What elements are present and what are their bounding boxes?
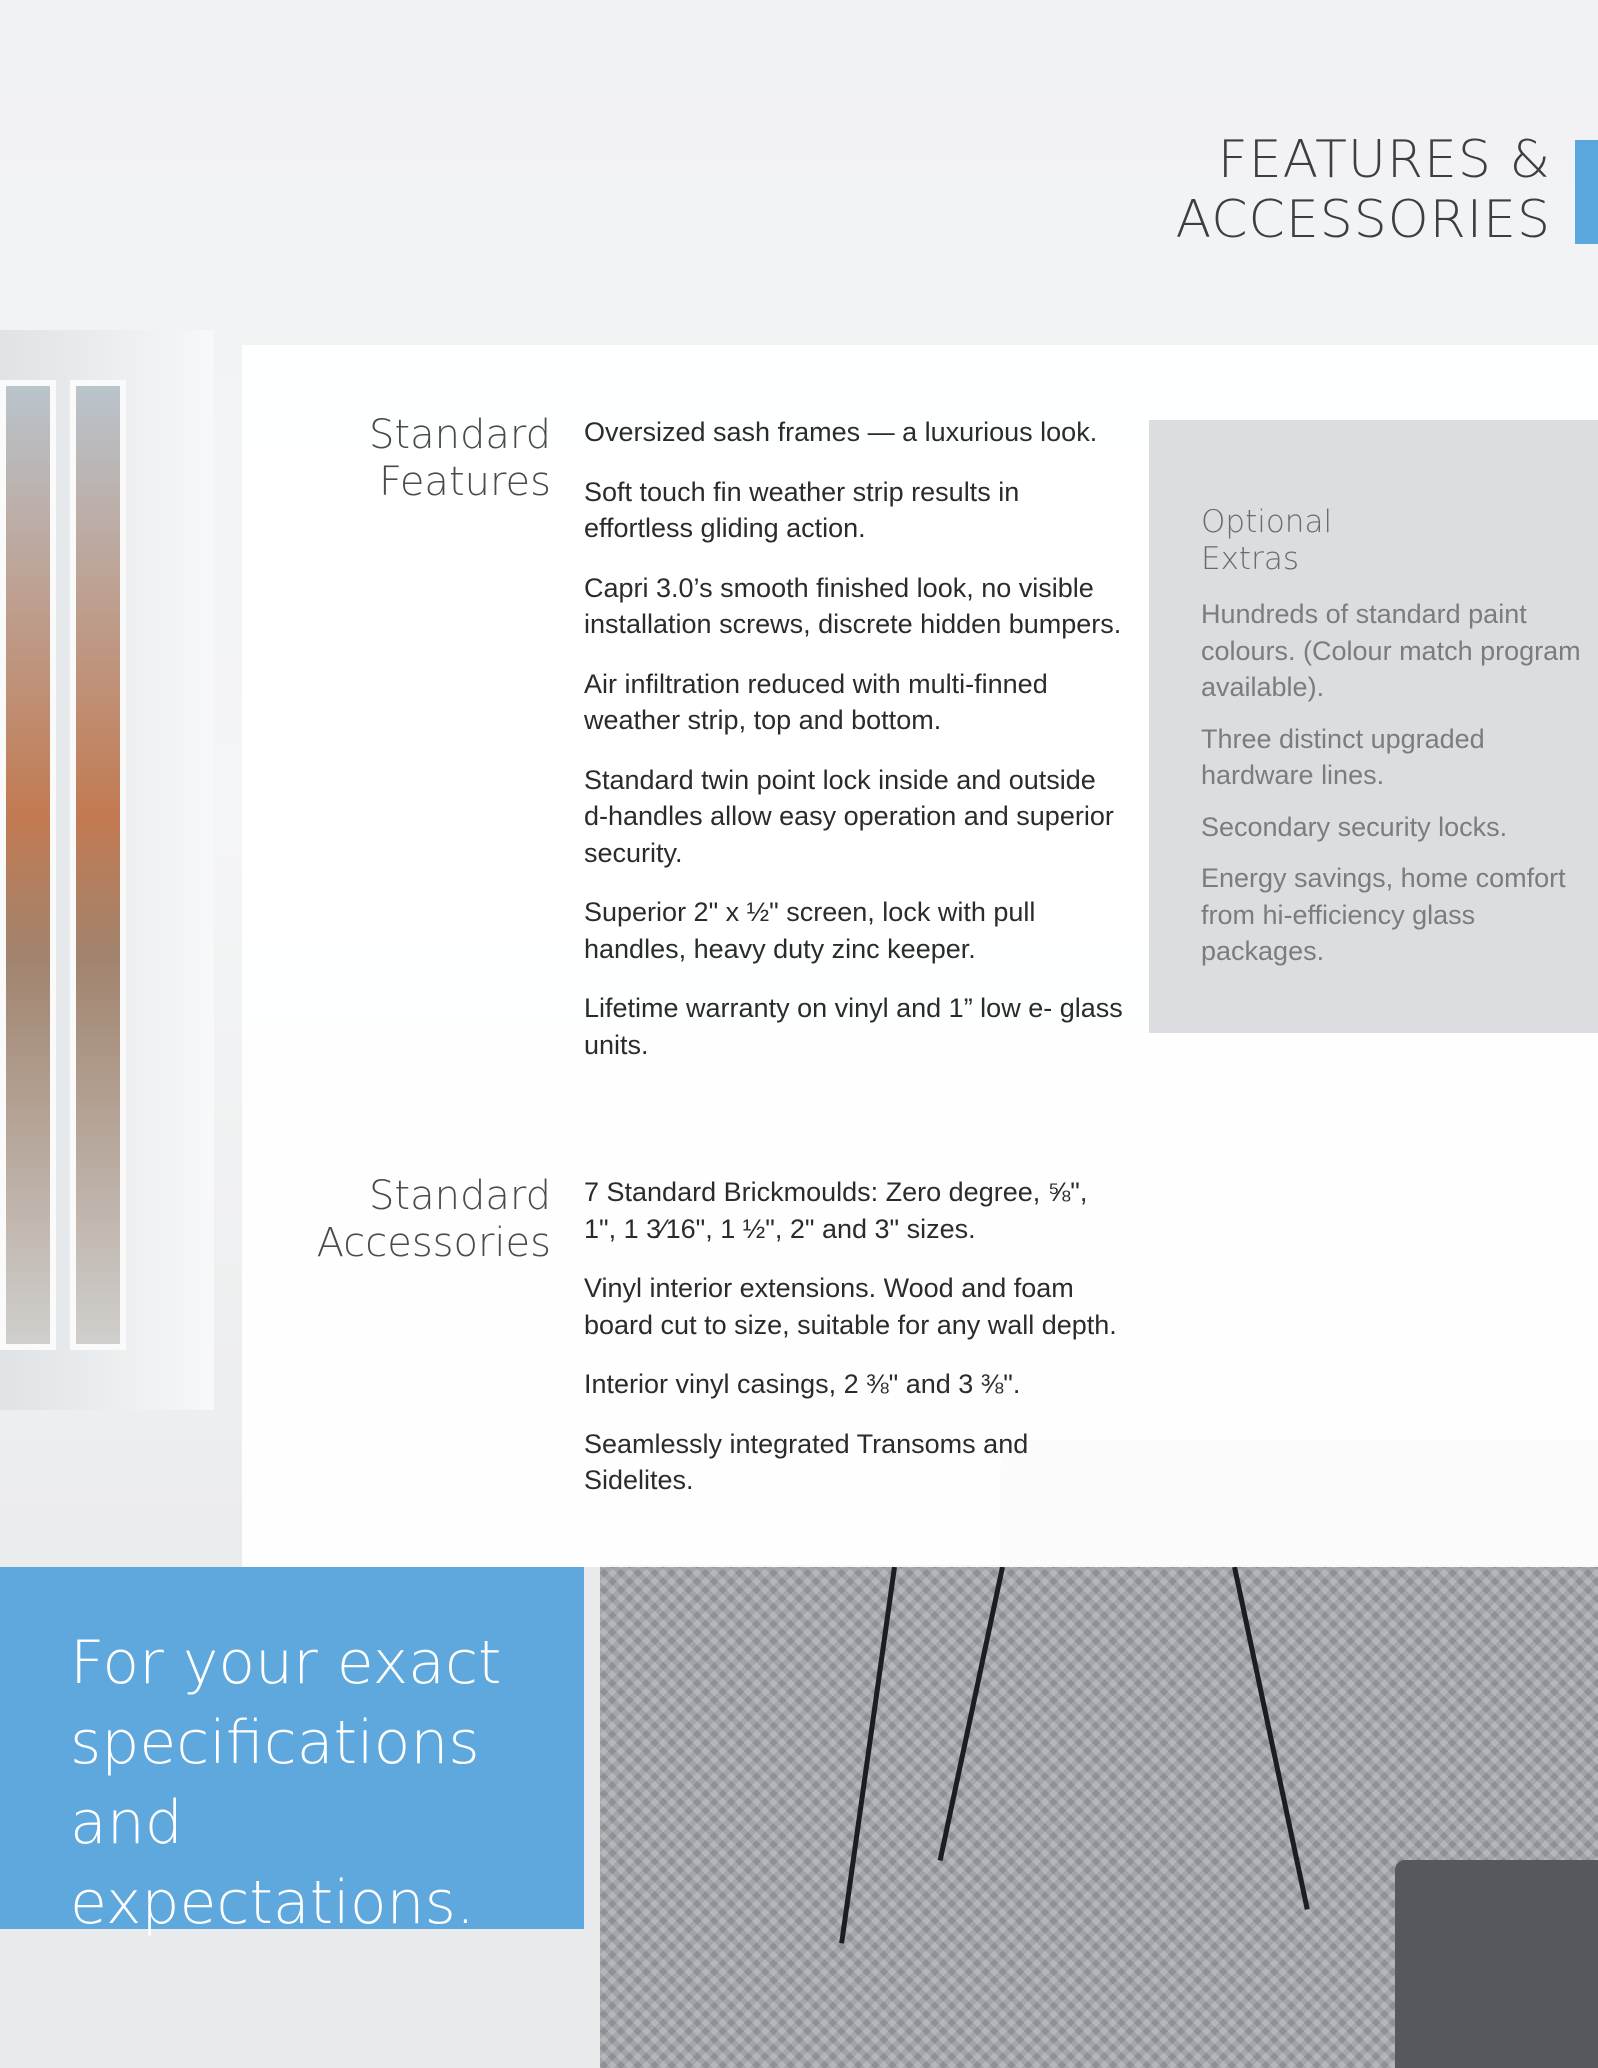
side-table: [1395, 1860, 1598, 2068]
heading-line: Optional: [1201, 504, 1333, 540]
optional-extras-heading: [1201, 504, 1332, 578]
accent-bar: [1575, 140, 1598, 244]
feature-item: Soft touch fin weather strip results in effortless gliding action.: [584, 476, 1020, 543]
extra-item: Energy savings, home comfort from hi-efficiency glass packages.: [1201, 863, 1566, 966]
heading-line: Standard: [369, 1173, 551, 1219]
feature-item: Air infiltration reduced with multi-finned weather strip, top and bottom.: [584, 668, 1048, 735]
standard-features-list: [584, 414, 1124, 1086]
tagline: [70, 1623, 570, 1943]
heading-line: Accessories: [316, 1220, 551, 1266]
heading-line: Standard: [369, 412, 551, 458]
standard-accessories-list: [584, 1174, 1124, 1522]
accessory-item: Vinyl interior extensions. Wood and foam board cut to size, suitable for any wall depth.: [584, 1273, 1117, 1340]
heading-line: Extras: [1201, 541, 1299, 577]
standard-accessories-heading: [317, 1173, 551, 1267]
tagline-box: [0, 1567, 584, 1938]
feature-item: Standard twin point lock inside and outside d-handles allow easy operation and superior security.: [584, 764, 1114, 868]
feature-item: Superior 2" x ½" screen, lock with pull handles, heavy duty zinc keeper.: [584, 897, 1036, 964]
window-pane: [70, 380, 126, 1350]
accessory-item: Interior vinyl casings, 2 ⅜" and 3 ⅜".: [584, 1369, 1021, 1399]
extra-item: Secondary security locks.: [1201, 811, 1508, 842]
tagline-line: specifications: [70, 1708, 480, 1778]
extra-item: Hundreds of standard paint colours. (Colour match program available).: [1201, 599, 1581, 702]
window-pane: [0, 380, 56, 1350]
page-title-line: ACCESSORIES: [1175, 190, 1551, 250]
accessory-item: 7 Standard Brickmoulds: Zero degree, ⅝", 1", 1 3⁄16", 1 ½", 2" and 3" sizes.: [584, 1177, 1088, 1244]
page-title-line: FEATURES &: [1217, 130, 1551, 190]
tagline-line: and expectations.: [70, 1788, 475, 1938]
feature-item: Lifetime warranty on vinyl and 1” low e- glass units.: [584, 993, 1123, 1060]
window-frame: [0, 330, 214, 1410]
accessory-item: Seamlessly integrated Transoms and Sidelites.: [584, 1428, 1029, 1495]
tagline-line: For your exact: [70, 1628, 502, 1698]
page-title: [1176, 130, 1551, 250]
standard-features-heading: [369, 412, 551, 506]
extra-item: Three distinct upgraded hardware lines.: [1201, 723, 1485, 790]
heading-line: Features: [379, 459, 551, 505]
feature-item: Oversized sash frames — a luxurious look.: [584, 417, 1098, 447]
feature-item: Capri 3.0’s smooth finished look, no visible installation screws, discrete hidden bumpers.: [584, 572, 1122, 639]
optional-extras-box: [1149, 420, 1598, 1033]
optional-extras-list: [1201, 596, 1581, 985]
